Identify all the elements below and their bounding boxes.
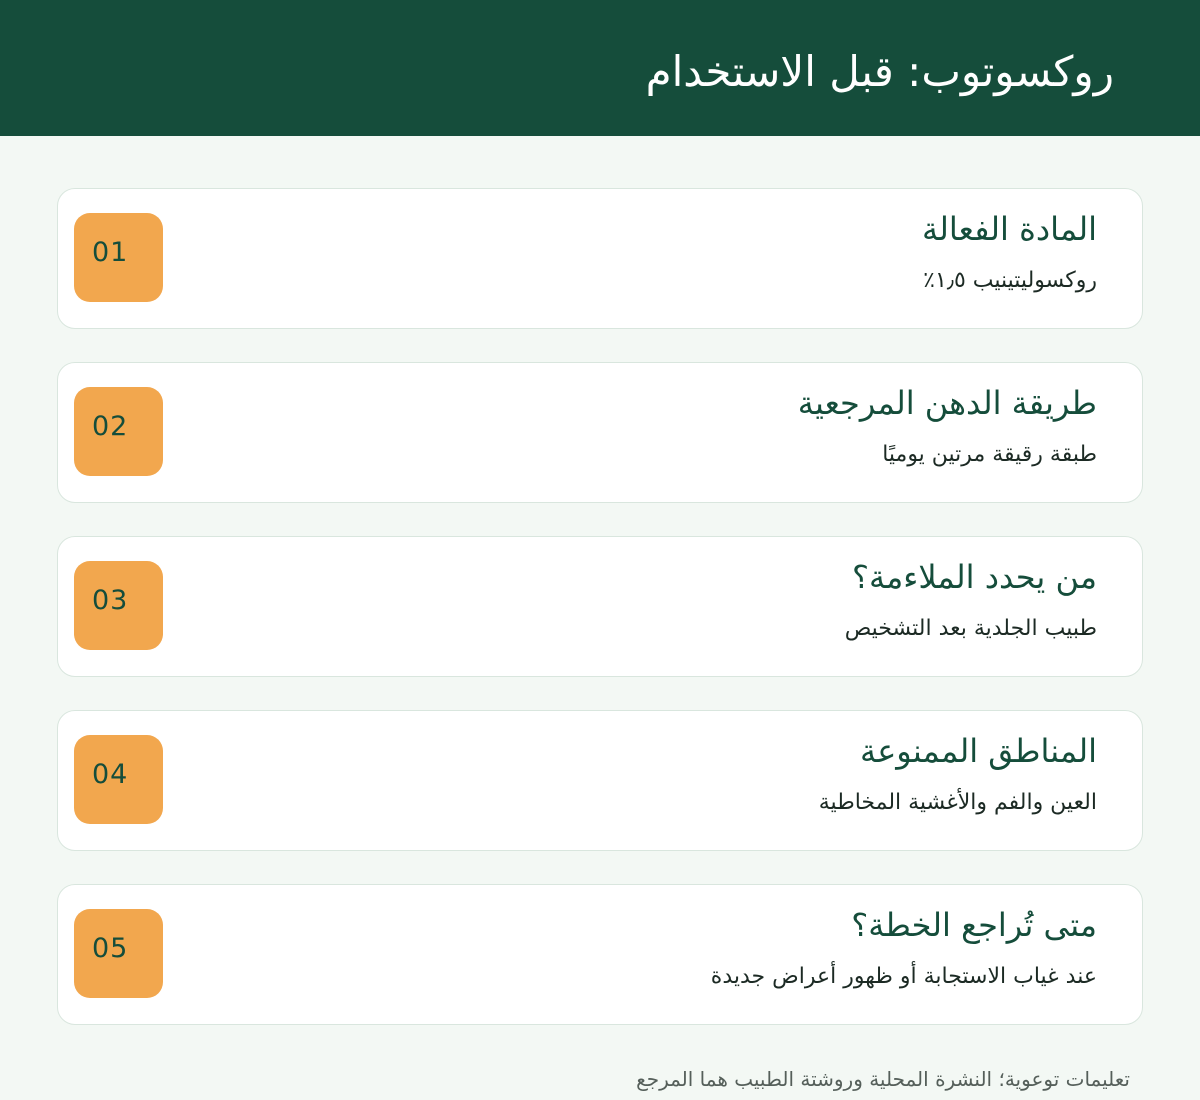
card-number-badge (74, 213, 163, 302)
info-card-suitability (57, 536, 1143, 677)
info-card-forbidden-areas (57, 710, 1143, 851)
card-title: المادة الفعالة (922, 210, 1097, 248)
card-text: طبيب الجلدية بعد التشخيص (844, 616, 1097, 641)
card-number-badge (74, 387, 163, 476)
card-title: من يحدد الملاءمة؟ (851, 558, 1097, 596)
card-number: 01 (92, 237, 129, 268)
footer-disclaimer: تعليمات توعوية؛ النشرة المحلية وروشتة الطبيب هما المرجع (636, 1067, 1130, 1091)
card-number-badge (74, 561, 163, 650)
page-header (0, 0, 1200, 136)
card-title: المناطق الممنوعة (860, 732, 1097, 770)
card-text: طبقة رقيقة مرتين يوميًا (882, 442, 1097, 467)
card-number-badge (74, 735, 163, 824)
card-number: 04 (92, 759, 129, 790)
info-card-plan-review (57, 884, 1143, 1025)
card-number: 03 (92, 585, 129, 616)
info-card-active-ingredient (57, 188, 1143, 329)
card-title: متى تُراجع الخطة؟ (851, 906, 1097, 944)
page-title: روكسوتوب: قبل الاستخدام (645, 47, 1114, 96)
card-text: روكسوليتينيب ١٫٥٪ (923, 268, 1097, 293)
info-card-application-method (57, 362, 1143, 503)
card-text: العين والفم والأغشية المخاطية (818, 790, 1097, 815)
card-text: عند غياب الاستجابة أو ظهور أعراض جديدة (710, 964, 1097, 989)
card-number: 05 (92, 933, 129, 964)
card-number-badge (74, 909, 163, 998)
card-title: طريقة الدهن المرجعية (797, 384, 1097, 422)
card-number: 02 (92, 411, 129, 442)
